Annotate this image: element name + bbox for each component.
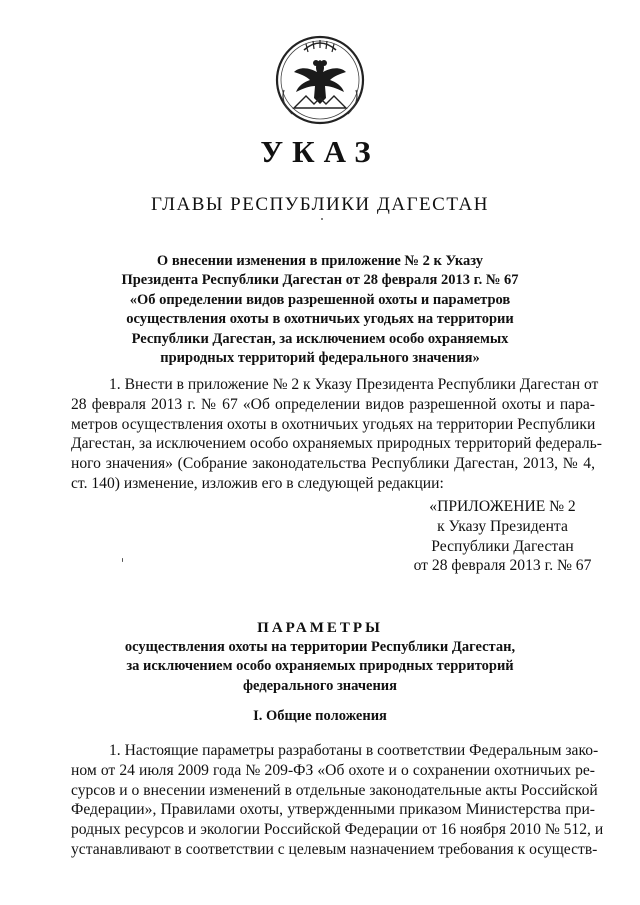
- appendix-line: от 28 февраля 2013 г. № 67: [413, 557, 592, 575]
- paragraph-line: Дагестан, за исключением особо охраняемых природных территорий федераль-: [71, 435, 602, 453]
- decree-heading-line: Президента Республики Дагестан от 28 февраля 2013 г. № 67: [121, 272, 519, 289]
- paragraph-line: метров осуществления охоты в охотничьих угодьях на территории Республики: [71, 415, 596, 433]
- decree-heading-line: Республики Дагестан, за исключением особо охраняемых: [131, 330, 509, 347]
- parameters-subtitle-line: федерального значения: [242, 677, 397, 694]
- decree-heading-line: природных территорий федерального значения»: [160, 350, 480, 367]
- paragraph-line: Федерации», Правилами охоты, утвержденными приказом Министерства при-: [71, 801, 595, 819]
- appendix-line: «ПРИЛОЖЕНИЕ № 2: [429, 498, 576, 515]
- paragraph-line: родных ресурсов и экологии Российской Федерации от 16 ноября 2010 № 512, и: [71, 821, 604, 839]
- paragraph-line: 28 февраля 2013 г. № 67 «Об определении видов разрешенной охоты и пара-: [71, 395, 595, 413]
- paragraph-line: 1. Внести в приложение № 2 к Указу Президента Республики Дагестан от: [109, 376, 599, 393]
- paragraph-line: ном от 24 июля 2009 года № 209-ФЗ «Об охоте и о сохранении охотничьих ре-: [71, 761, 595, 779]
- paragraph-line: 1. Настоящие параметры разработаны в соответствии Федеральным зако-: [109, 742, 599, 759]
- paragraph-line: устанавливают в соответствии с целевым назначением требования к осуществ-: [71, 840, 598, 858]
- parameters-subtitle-line: осуществления охоты на территории Республики Дагестан,: [124, 639, 516, 655]
- section-title: I. Общие положения: [253, 708, 387, 724]
- parameters-title: ПАРАМЕТРЫ: [257, 620, 383, 636]
- decree-issuer: ГЛАВЫ РЕСПУБЛИКИ ДАГЕСТАН: [151, 194, 489, 215]
- decree-heading-line: О внесении изменения в приложение № 2 к Указу: [156, 253, 484, 269]
- parameters-subtitle: [80, 638, 560, 696]
- decree-title: УКАЗ: [260, 134, 380, 169]
- appendix-reference: [400, 497, 605, 576]
- paragraph-line: сурсов и о внесении изменений в отдельные законодательные акты Российской: [71, 781, 598, 799]
- decree-heading: [60, 252, 580, 368]
- dagestan-coat-of-arms-icon: [270, 30, 370, 130]
- decree-heading-line: осуществления охоты в охотничьих угодьях на территории: [126, 311, 514, 328]
- appendix-line: к Указу Президента: [437, 517, 568, 535]
- paragraph-1: [71, 375, 602, 494]
- section-1-paragraph: [71, 741, 604, 860]
- decree-heading-line: «Об определении видов разрешенной охоты и параметров: [129, 291, 511, 308]
- appendix-line: Республики Дагестан: [431, 537, 574, 555]
- paragraph-line: ного значения» (Собрание законодательства Республики Дагестан, 2013, № 4,: [71, 455, 595, 473]
- paragraph-line: ст. 140) изменение, изложив его в следующей редакции:: [71, 474, 444, 492]
- parameters-subtitle-line: за исключением особо охраняемых природных территорий: [126, 658, 514, 675]
